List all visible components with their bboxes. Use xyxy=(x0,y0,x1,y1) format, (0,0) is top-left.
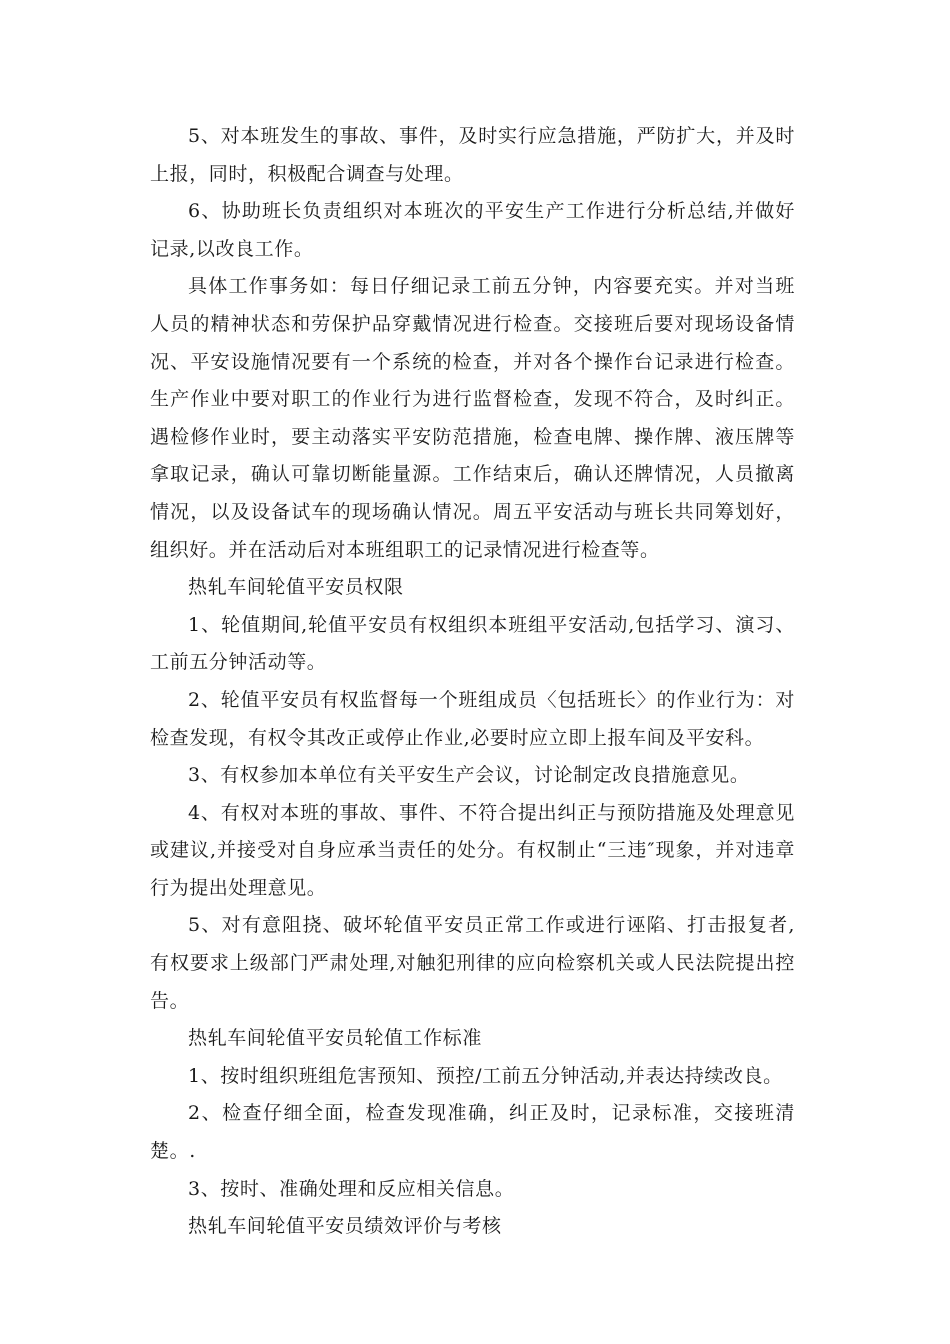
standard-item-1: 1、按时组织班组危害预知、预控/工前五分钟活动,并表达持续改良。 xyxy=(188,1064,783,1087)
standard-item-3: 3、按时、准确处理和反应相关信息。 xyxy=(188,1177,515,1200)
standard-item-2: 2、检查仔细全面，检查发现准确，纠正及时，记录标准，交接班清楚。. xyxy=(150,1102,795,1163)
section-heading-standard: 热轧车间轮值平安员轮值工作标准 xyxy=(188,1027,483,1050)
paragraph-item-6: 6、协助班长负责组织对本班次的平安生产工作进行分析总结,并做好记录,以改良工作。 xyxy=(150,200,795,260)
paragraph-work-details: 具体工作事务如：每日仔细记录工前五分钟，内容要充实。并对当班人员的精神状态和劳保护品穿戴情况进行检查。交接班后要对现场设备情况、平安设施情况要有一个系统的检查，并对各个操作台记录进行检查。生产作业中要对职工的作业行为进行监督检查，发现不符合，及时纠正。遇检修作业时，要主动落实平安防范措施，检查电牌、操作牌、液压牌等拿取记录，确认可靠切断能量源。工作结束后，确认还牌情况，人员撤离情况，以及设备试车的现场确认情况。周五平安活动与班长共同筹划好，组织好。并在活动后对本班组职工的记录情况进行检查等。 xyxy=(150,275,795,561)
authority-item-5: 5、对有意阻挠、破坏轮值平安员正常工作或进行诬陷、打击报复者,有权要求上级部门严肃处理,对触犯刑律的应向检察机关或人民法院提出控告。 xyxy=(150,914,795,1012)
authority-item-1: 1、轮值期间,轮值平安员有权组织本班组平安活动,包括学习、演习、工前五分钟活动等。 xyxy=(150,613,795,674)
authority-item-4: 4、有权对本班的事故、事件、不符合提出纠正与预防措施及处理意见或建议,并接受对自身应承当责任的处分。有权制止“三违″现象，并对违章行为提出处理意见。 xyxy=(150,801,795,899)
authority-item-2: 2、轮值平安员有权监督每一个班组成员〈包括班长〉的作业行为：对检查发现，有权令其改正或停止作业,必要时应立即上报车间及平安科。 xyxy=(150,688,795,749)
document-body xyxy=(150,118,795,1246)
paragraph-item-5: 5、对本班发生的事故、事件，及时实行应急措施，严防扩大，并及时上报，同时，积极配合调查与处理。 xyxy=(150,125,795,185)
section-heading-evaluation: 热轧车间轮值平安员绩效评价与考核 xyxy=(188,1215,502,1238)
authority-item-3: 3、有权参加本单位有关平安生产会议，讨论制定改良措施意见。 xyxy=(188,764,750,787)
section-heading-authority: 热轧车间轮值平安员权限 xyxy=(188,576,404,599)
